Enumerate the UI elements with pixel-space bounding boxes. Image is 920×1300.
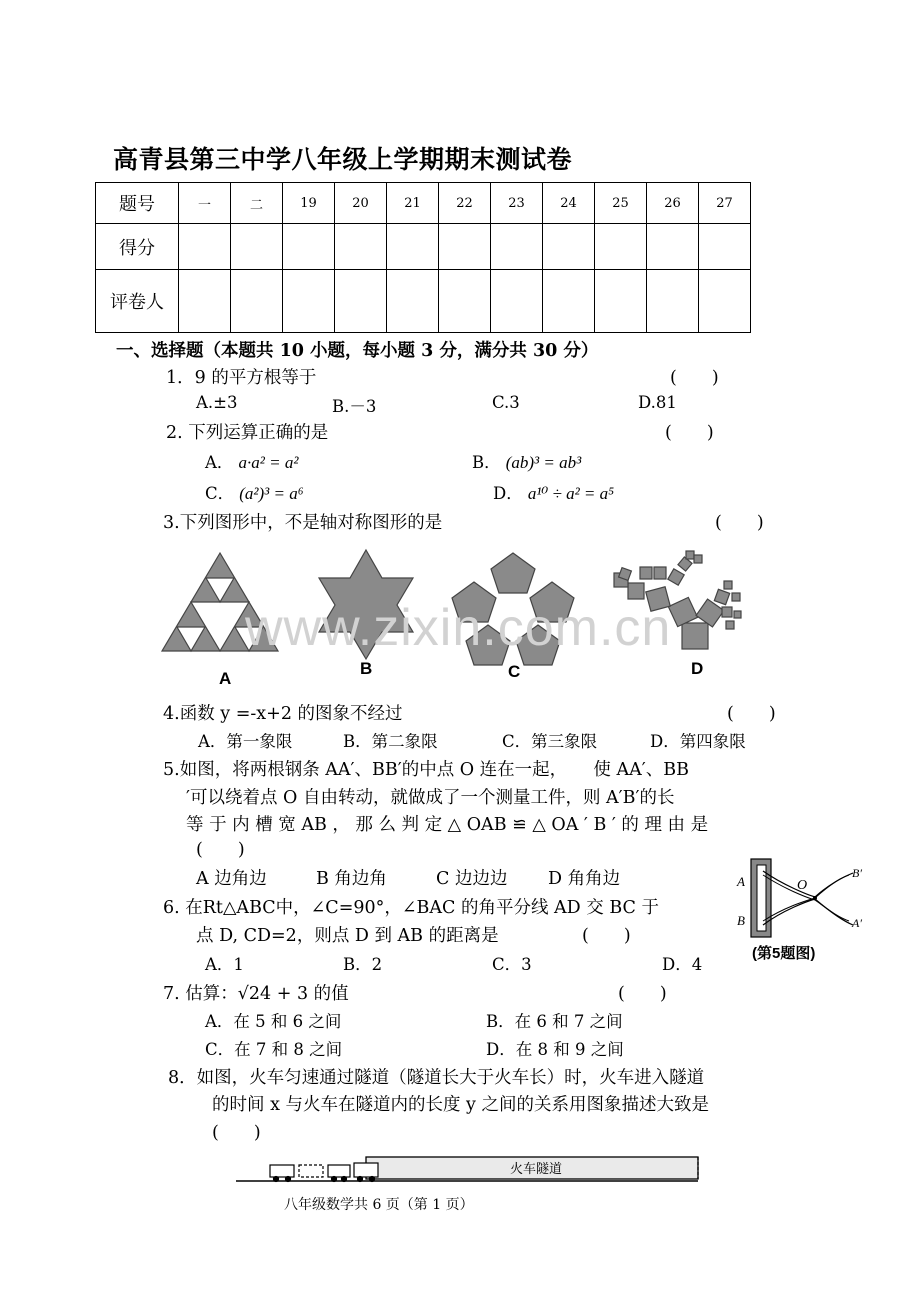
q8-line-2: 的时间 x 与火车在隧道内的长度 y 之间的关系用图象描述大致是 <box>212 1095 710 1115</box>
col-header: 24 <box>543 183 595 224</box>
q5-option-b[interactable]: B 角边角 <box>316 869 387 889</box>
pivot-point <box>813 896 817 900</box>
row-label-score: 得分 <box>96 224 179 270</box>
q5-line-3: 等 于 内 槽 宽 AB ， 那 么 判 定 △ OAB ≌ △ OA ′ B ′ 的 理 由 是 <box>186 815 709 835</box>
q2-option-a[interactable] <box>205 449 298 473</box>
q7-stem: 7. 估算：√24 + 3 的值 <box>163 984 349 1004</box>
q8-figure-train-tunnel <box>236 1153 706 1189</box>
page-footer: 八年级数学共 6 页（第 1 页） <box>284 1197 474 1213</box>
grader-cell[interactable] <box>543 270 595 333</box>
grader-cell[interactable] <box>595 270 647 333</box>
q2-option-d-expr: a¹⁰ ÷ a² = a⁵ <box>527 484 615 503</box>
q5-figure-caption: (第5题图) <box>752 945 816 962</box>
q3-answer-paren[interactable]: ( ) <box>715 513 764 533</box>
watermark: www.zixin.com.cn <box>245 599 672 657</box>
score-cell[interactable] <box>699 224 751 270</box>
q2-option-a-label: A． <box>205 453 234 472</box>
q1-option-d[interactable]: D.81 <box>638 393 677 412</box>
grader-cell[interactable] <box>179 270 231 333</box>
col-header: 二 <box>231 183 283 224</box>
col-header: 20 <box>335 183 387 224</box>
q4-option-b[interactable]: B．第二象限 <box>343 732 438 751</box>
q5-line-2: ′可以绕着点 O 自由转动，就做成了一个测量工件，则 A′B′的长 <box>186 788 675 808</box>
q2-option-b[interactable] <box>472 449 581 473</box>
q2-option-a-expr: a·a² = a² <box>238 453 299 472</box>
q2-option-d-label: D． <box>493 484 523 503</box>
q2-stem: 2. 下列运算正确的是 <box>166 423 329 443</box>
grader-cell[interactable] <box>699 270 751 333</box>
col-header: 27 <box>699 183 751 224</box>
figure-a-label[interactable]: A <box>219 669 232 688</box>
q7-option-c[interactable]: C．在 7 和 8 之间 <box>205 1040 343 1059</box>
q3-stem: 3.下列图形中，不是轴对称图形的是 <box>163 513 443 533</box>
score-cell[interactable] <box>543 224 595 270</box>
q4-stem: 4.函数 y =-x+2 的图象不经过 <box>163 704 403 724</box>
q7-option-b[interactable]: B．在 6 和 7 之间 <box>486 1012 623 1031</box>
q1-stem: 1．9 的平方根等于 <box>166 368 317 388</box>
col-header: 26 <box>647 183 699 224</box>
q2-option-c-label: C． <box>205 484 235 503</box>
col-header: 23 <box>491 183 543 224</box>
col-header: 25 <box>595 183 647 224</box>
row-label-question-no: 题号 <box>96 183 179 224</box>
grader-cell[interactable] <box>335 270 387 333</box>
q6-option-b[interactable]: B．2 <box>343 955 383 974</box>
q6-line-1: 6. 在Rt△ABC中，∠C=90°，∠BAC 的角平分线 AD 交 BC 于 <box>163 898 659 918</box>
q2-option-c-expr: (a²)³ = a⁶ <box>239 484 304 503</box>
score-table <box>95 182 751 333</box>
grader-cell[interactable] <box>439 270 491 333</box>
q5-option-c[interactable]: C 边边边 <box>436 869 508 889</box>
train-icon <box>270 1163 378 1182</box>
q4-answer-paren[interactable]: ( ) <box>727 704 776 724</box>
score-cell[interactable] <box>491 224 543 270</box>
q7-option-a[interactable]: A．在 5 和 6 之间 <box>205 1012 342 1031</box>
col-header: 一 <box>179 183 231 224</box>
figure-b-label[interactable]: B <box>360 659 373 678</box>
q1-option-c[interactable]: C.3 <box>492 393 520 412</box>
score-cell[interactable] <box>179 224 231 270</box>
col-header: 19 <box>283 183 335 224</box>
score-cell[interactable] <box>439 224 491 270</box>
q7-answer-paren[interactable]: ( ) <box>618 984 667 1004</box>
q2-option-c[interactable] <box>205 480 304 504</box>
grader-cell[interactable] <box>491 270 543 333</box>
grader-cell[interactable] <box>231 270 283 333</box>
q7-option-d[interactable]: D．在 8 和 9 之间 <box>486 1040 624 1059</box>
score-cell[interactable] <box>231 224 283 270</box>
tunnel-label: 火车隧道 <box>510 1162 563 1177</box>
grader-cell[interactable] <box>647 270 699 333</box>
col-header: 21 <box>387 183 439 224</box>
q8-line-1: 8．如图，火车匀速通过隧道（隧道长大于火车长）时，火车进入隧道 <box>168 1068 705 1088</box>
q3-figures <box>150 545 770 690</box>
col-header: 22 <box>439 183 491 224</box>
q6-option-d[interactable]: D．4 <box>662 955 703 974</box>
q5-figure-label-o: O <box>797 878 808 893</box>
figure-c-label[interactable]: C <box>508 662 521 681</box>
q2-answer-paren[interactable]: ( ) <box>665 423 714 443</box>
q5-figure-label-b-prime: B′ <box>852 866 862 880</box>
q8-answer-paren[interactable]: ( ) <box>212 1123 261 1143</box>
q4-option-d[interactable]: D．第四象限 <box>650 732 746 751</box>
q2-option-b-label: B． <box>472 453 501 472</box>
q4-option-c[interactable]: C．第三象限 <box>502 732 598 751</box>
q6-option-a[interactable]: A．1 <box>205 955 244 974</box>
q1-answer-paren[interactable]: ( ) <box>670 368 719 388</box>
section-heading: 一、选择题（本题共 10 小题，每小题 3 分，满分共 30 分） <box>116 341 599 361</box>
q5-option-a[interactable]: A 边角边 <box>196 869 267 889</box>
q6-option-c[interactable]: C．3 <box>492 955 532 974</box>
q1-option-b[interactable]: B.－3 <box>332 397 377 416</box>
grader-cell[interactable] <box>387 270 439 333</box>
score-cell[interactable] <box>335 224 387 270</box>
q5-figure-label-a: A <box>737 874 745 889</box>
page-title: 高青县第三中学八年级上学期期末测试卷 <box>113 145 573 174</box>
figure-d-label[interactable]: D <box>691 659 704 678</box>
q5-option-d[interactable]: D 角角边 <box>548 869 621 889</box>
q2-option-b-expr: (ab)³ = ab³ <box>505 453 582 472</box>
score-cell[interactable] <box>595 224 647 270</box>
q5-line-1: 5.如图，将两根钢条 AA′、BB′的中点 O 连在一起， 使 AA′、BB <box>163 760 689 780</box>
q6-answer-paren[interactable]: ( ) <box>582 926 631 946</box>
q5-figure-label-b: B <box>737 913 745 928</box>
grader-cell[interactable] <box>283 270 335 333</box>
q5-answer-paren[interactable]: ( ) <box>196 840 245 860</box>
q1-option-a[interactable]: A.±3 <box>196 393 238 412</box>
q6-line-2: 点 D, CD=2，则点 D 到 AB 的距离是 <box>196 926 499 946</box>
q4-option-a[interactable]: A．第一象限 <box>198 732 293 751</box>
row-label-grader: 评卷人 <box>96 270 179 333</box>
q2-option-d[interactable] <box>493 480 614 504</box>
score-cell[interactable] <box>283 224 335 270</box>
q5-figure-label-a-prime: A′ <box>852 916 862 930</box>
score-cell[interactable] <box>647 224 699 270</box>
score-cell[interactable] <box>387 224 439 270</box>
